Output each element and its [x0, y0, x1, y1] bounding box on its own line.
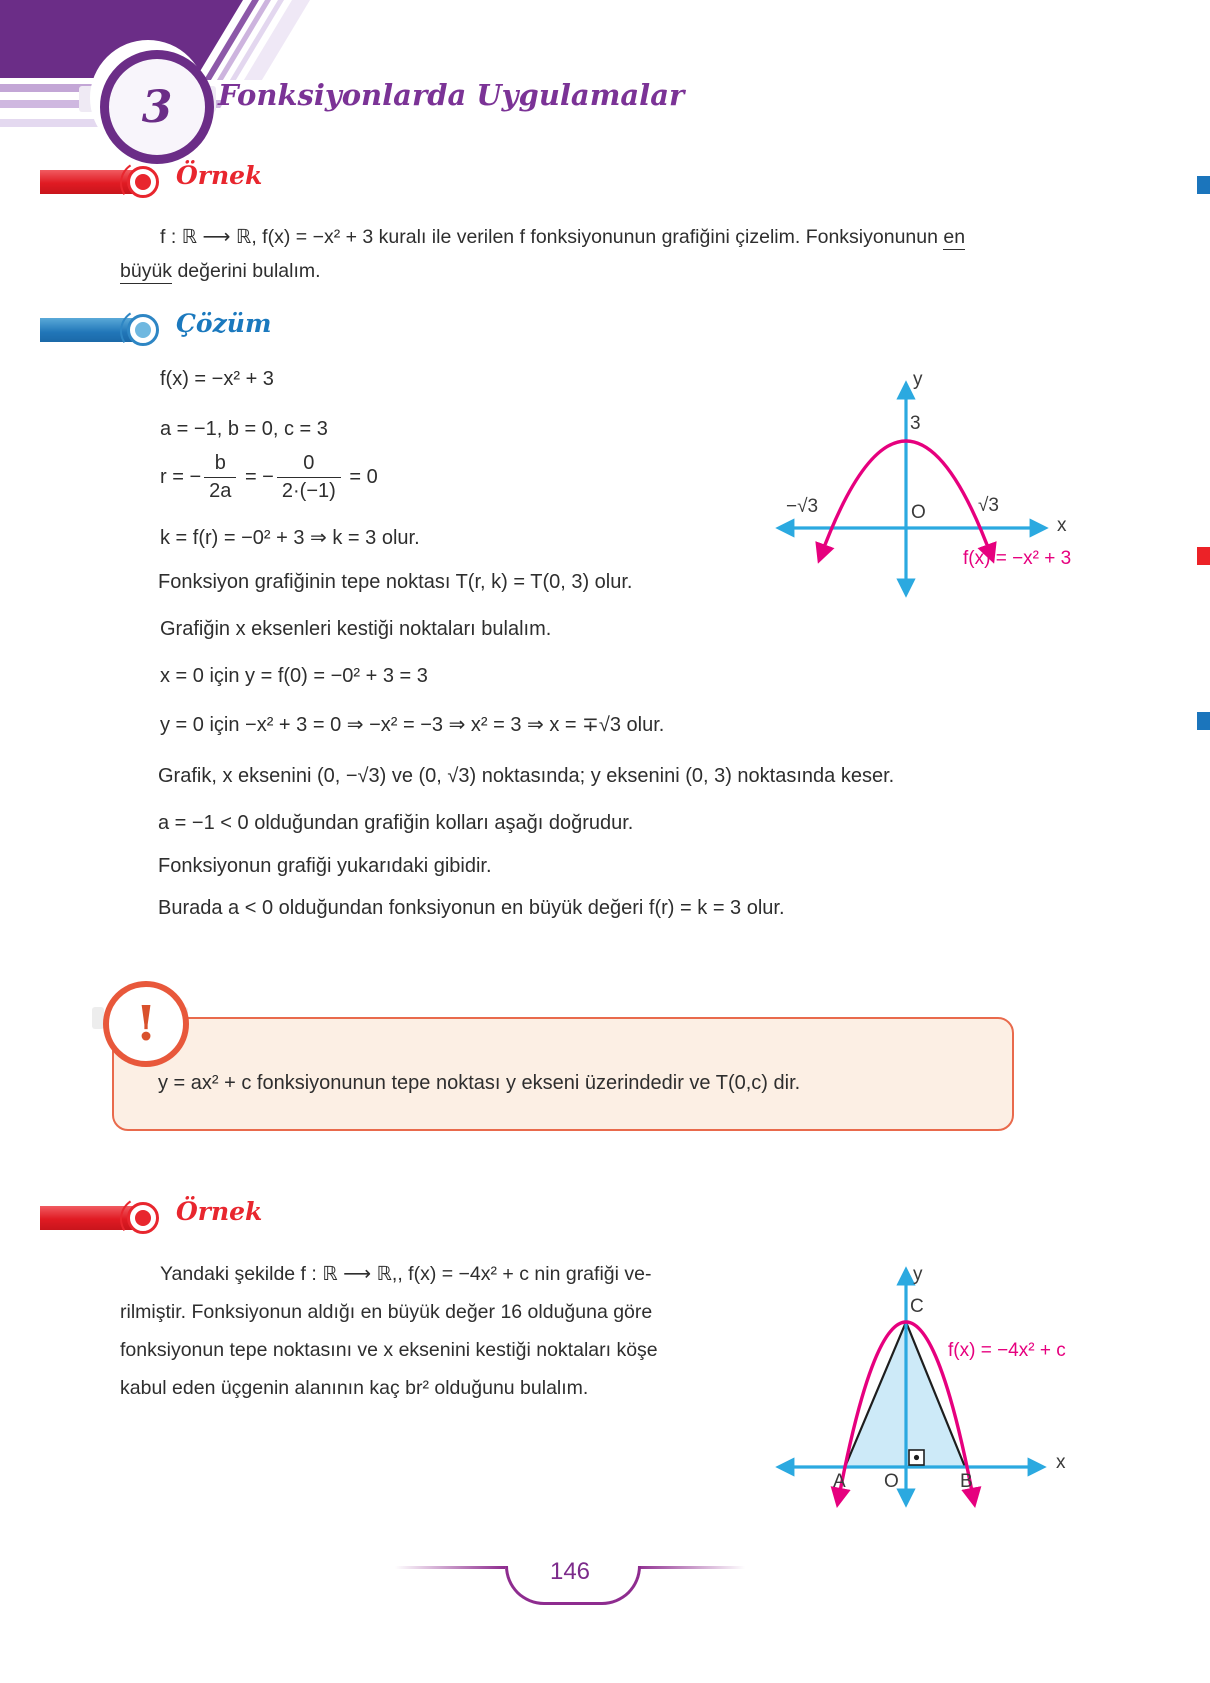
solution-bullseye-icon — [127, 314, 159, 346]
graph1-function-label: f(x) = −x² + 3 — [963, 548, 1072, 569]
graph2-function-label: f(x) = −4x² + c — [948, 1340, 1066, 1361]
graph1-x-label: x — [1057, 515, 1067, 536]
solution-line-6: Grafiğin x eksenleri kestiği noktaları bulalım. — [160, 618, 552, 640]
graph1-origin-label: O — [911, 502, 926, 523]
example1-line2: büyük değerini bulalım. — [120, 260, 321, 282]
fraction: $\frac{b}{2a}$ — [204, 452, 236, 503]
example-bullseye-icon — [127, 1202, 159, 1234]
example1-paragraph — [120, 220, 1025, 288]
example2-line1: Yandaki şekilde f : ℝ ⟶ ℝ,, f(x) = −4x² + c nin grafiği ve- — [160, 1263, 652, 1285]
example2-line3: fonksiyonun tepe noktasını ve x eksenini kestiği noktaları köşe — [120, 1339, 658, 1361]
solution-line-8: y = 0 için −x² + 3 = 0 ⇒ −x² = −3 ⇒ x² = 3 ⇒ x = ∓√3 olur. — [160, 714, 665, 736]
solution-line-2: a = −1, b = 0, c = 3 — [160, 418, 328, 440]
solution-label: Çözüm — [176, 309, 272, 338]
graph2-point-b: B — [960, 1471, 973, 1492]
graph1-x-intercept-right: √3 — [978, 495, 999, 516]
edge-marker-blue — [1197, 176, 1210, 194]
solution-line-4: k = f(r) = −0² + 3 ⇒ k = 3 olur. — [160, 527, 420, 549]
chapter-number: 3 — [141, 81, 173, 133]
page-number-line-right — [635, 1566, 745, 1569]
example2-line4: kabul eden üçgenin alanının kaç br² olduğunu bulalım. — [120, 1377, 589, 1399]
graph2-point-a: A — [833, 1471, 846, 1492]
underlined-word: en — [943, 226, 966, 248]
chapter-number-badge — [100, 50, 214, 164]
solution-line-5: Fonksiyon grafiğinin tepe noktası T(r, k) = T(0, 3) olur. — [158, 571, 633, 593]
fraction: $\frac{0}{2\cdot(-1)}$ — [277, 452, 341, 503]
edge-marker-red — [1197, 547, 1210, 565]
solution-line-11: Fonksiyonun grafiği yukarıdaki gibidir. — [158, 855, 492, 877]
solution-line-10: a = −1 < 0 olduğundan grafiğin kolları aşağı doğrudur. — [158, 812, 634, 834]
exclamation-icon: ! — [103, 981, 189, 1067]
example1-label: Örnek — [176, 161, 263, 190]
example2-paragraph — [120, 1255, 705, 1407]
graph1-y-label: y — [913, 369, 923, 390]
note-text: y = ax² + c fonksiyonunun tepe noktası y ekseni üzerindedir ve T(0,c) dir. — [158, 1072, 801, 1094]
solution-line-9: Grafik, x eksenini (0, −√3) ve (0, √3) noktasında; y eksenini (0, 3) noktasında keser. — [158, 765, 895, 787]
chapter-title: Fonksiyonlarda Uygulamalar — [218, 78, 685, 112]
solution-line-7: x = 0 için y = f(0) = −0² + 3 = 3 — [160, 665, 428, 687]
graph1-vertex-value: 3 — [910, 413, 921, 434]
example2-label: Örnek — [176, 1197, 263, 1226]
graph1-figure — [700, 340, 1080, 630]
graph2-point-c: C — [910, 1296, 924, 1317]
page-number: 146 — [549, 1558, 591, 1585]
right-angle-dot — [914, 1455, 919, 1460]
example-bullseye-icon — [127, 166, 159, 198]
solution-line-1: f(x) = −x² + 3 — [160, 368, 274, 390]
graph2-y-label: y — [913, 1264, 923, 1285]
graph1-x-intercept-left: −√3 — [786, 496, 819, 517]
example2-line2: rilmiştir. Fonksiyonun aldığı en büyük değer 16 olduğuna göre — [120, 1301, 653, 1323]
graph2-origin-label: O — [884, 1471, 899, 1492]
edge-marker-blue — [1197, 712, 1210, 730]
graph2-x-label: x — [1056, 1452, 1066, 1473]
page-number-line-left — [395, 1566, 505, 1569]
underlined-word: büyük — [120, 260, 173, 282]
example1-line1: f : ℝ ⟶ ℝ, f(x) = −x² + 3 kuralı ile verilen f fonksiyonunun grafiğini çizelim. Fonksiyonunun en — [160, 226, 966, 248]
solution-line-12: Burada a < 0 olduğundan fonksiyonun en büyük değeri f(r) = k = 3 olur. — [158, 897, 785, 919]
solution-line-3-fraction: r = − $\frac{b}{2a}$ = − $\frac{0}{2\cdot(-1)}$ = 0 — [160, 452, 378, 502]
